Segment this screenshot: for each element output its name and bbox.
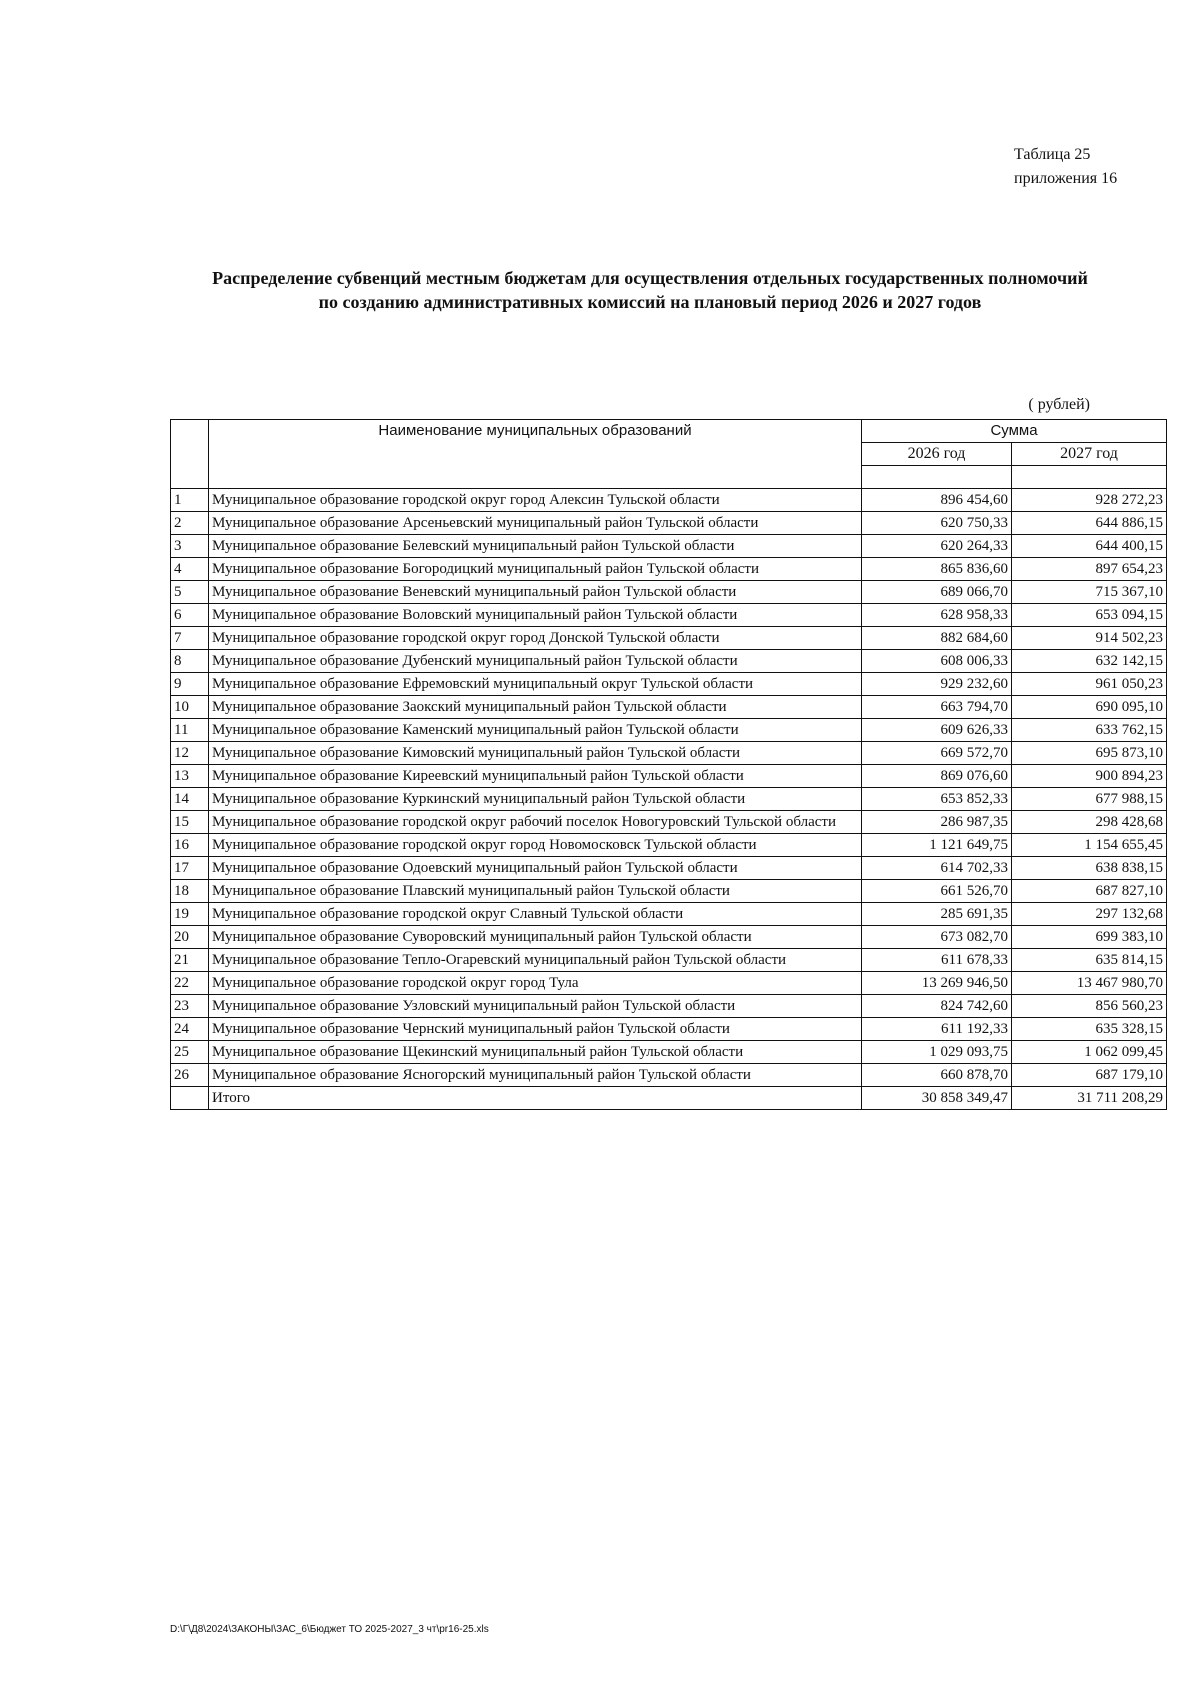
table-row	[171, 696, 1167, 719]
amount-2027: 644 400,15	[1012, 535, 1167, 558]
amount-2027: 687 179,10	[1012, 1064, 1167, 1087]
amount-2026: 1 029 093,75	[862, 1041, 1012, 1064]
municipality-name: Муниципальное образование городской округ рабочий поселок Новогуровский Тульской области	[209, 811, 862, 834]
amount-2026: 663 794,70	[862, 696, 1012, 719]
table-row	[171, 903, 1167, 926]
row-number: 10	[171, 696, 209, 719]
municipality-name: Муниципальное образование Дубенский муниципальный район Тульской области	[209, 650, 862, 673]
total-number-cell	[171, 1087, 209, 1110]
table-row	[171, 949, 1167, 972]
amount-2027: 687 827,10	[1012, 880, 1167, 903]
row-number: 25	[171, 1041, 209, 1064]
reference-line-1: Таблица 25	[1014, 146, 1091, 163]
table-row	[171, 972, 1167, 995]
header-name-cell: Наименование муниципальных образований	[209, 420, 862, 489]
row-number: 9	[171, 673, 209, 696]
row-number: 14	[171, 788, 209, 811]
amount-2027: 632 142,15	[1012, 650, 1167, 673]
municipality-name: Муниципальное образование Куркинский муниципальный район Тульской области	[209, 788, 862, 811]
row-number: 2	[171, 512, 209, 535]
title-line-2: по созданию административных комиссий на плановый период 2026 и 2027 годов	[318, 292, 982, 312]
amount-2027: 897 654,23	[1012, 558, 1167, 581]
municipality-name: Муниципальное образование Ефремовский муниципальный округ Тульской области	[209, 673, 862, 696]
row-number: 26	[171, 1064, 209, 1087]
header-spacer-cell	[1012, 466, 1167, 489]
row-number: 22	[171, 972, 209, 995]
amount-2027: 695 873,10	[1012, 742, 1167, 765]
amount-2026: 611 678,33	[862, 949, 1012, 972]
amount-2027: 900 894,23	[1012, 765, 1167, 788]
municipality-name: Муниципальное образование Узловский муниципальный район Тульской области	[209, 995, 862, 1018]
municipality-name: Муниципальное образование Ясногорский муниципальный район Тульской области	[209, 1064, 862, 1087]
amount-2026: 653 852,33	[862, 788, 1012, 811]
table-header-row	[171, 420, 1167, 443]
amount-2027: 856 560,23	[1012, 995, 1167, 1018]
unit-label: ( рублей)	[1028, 396, 1090, 413]
amount-2026: 286 987,35	[862, 811, 1012, 834]
municipality-name: Муниципальное образование Богородицкий муниципальный район Тульской области	[209, 558, 862, 581]
municipality-name: Муниципальное образование Тепло-Огаревский муниципальный район Тульской области	[209, 949, 862, 972]
row-number: 5	[171, 581, 209, 604]
row-number: 6	[171, 604, 209, 627]
row-number: 23	[171, 995, 209, 1018]
amount-2027: 1 154 655,45	[1012, 834, 1167, 857]
amount-2027: 928 272,23	[1012, 489, 1167, 512]
header-num-cell	[171, 420, 209, 489]
table-row	[171, 650, 1167, 673]
table-row	[171, 834, 1167, 857]
municipality-name: Муниципальное образование городской округ город Алексин Тульской области	[209, 489, 862, 512]
municipality-name: Муниципальное образование городской округ Славный Тульской области	[209, 903, 862, 926]
reference-line-2: приложения 16	[1014, 170, 1118, 187]
amount-2026: 661 526,70	[862, 880, 1012, 903]
total-2027: 31 711 208,29	[1012, 1087, 1167, 1110]
municipality-name: Муниципальное образование Веневский муниципальный район Тульской области	[209, 581, 862, 604]
amount-2027: 298 428,68	[1012, 811, 1167, 834]
municipality-name: Муниципальное образование Щекинский муниципальный район Тульской области	[209, 1041, 862, 1064]
amount-2026: 620 750,33	[862, 512, 1012, 535]
amount-2027: 653 094,15	[1012, 604, 1167, 627]
table-row	[171, 742, 1167, 765]
amount-2027: 699 383,10	[1012, 926, 1167, 949]
table-row	[171, 489, 1167, 512]
total-label: Итого	[209, 1087, 862, 1110]
header-spacer-cell	[862, 466, 1012, 489]
amount-2026: 673 082,70	[862, 926, 1012, 949]
row-number: 11	[171, 719, 209, 742]
amount-2026: 609 626,33	[862, 719, 1012, 742]
table-row	[171, 765, 1167, 788]
amount-2027: 1 062 099,45	[1012, 1041, 1167, 1064]
file-path-footer: D:\Г\Д8\2024\ЗАКОНЫ\ЗАС_6\Бюджет ТО 2025-2027_3 чт\pr16-25.xls	[170, 1624, 489, 1635]
table-row	[171, 512, 1167, 535]
amount-2027: 297 132,68	[1012, 903, 1167, 926]
amount-2027: 961 050,23	[1012, 673, 1167, 696]
row-number: 15	[171, 811, 209, 834]
table-row	[171, 1064, 1167, 1087]
amount-2026: 620 264,33	[862, 535, 1012, 558]
row-number: 16	[171, 834, 209, 857]
amount-2027: 635 328,15	[1012, 1018, 1167, 1041]
amount-2026: 628 958,33	[862, 604, 1012, 627]
amount-2026: 660 878,70	[862, 1064, 1012, 1087]
table-reference	[1014, 143, 1117, 191]
row-number: 3	[171, 535, 209, 558]
amount-2026: 869 076,60	[862, 765, 1012, 788]
municipality-name: Муниципальное образование Заокский муниципальный район Тульской области	[209, 696, 862, 719]
municipality-name: Муниципальное образование городской округ город Новомосковск Тульской области	[209, 834, 862, 857]
municipality-name: Муниципальное образование Белевский муниципальный район Тульской области	[209, 535, 862, 558]
row-number: 12	[171, 742, 209, 765]
table-row	[171, 581, 1167, 604]
amount-2026: 882 684,60	[862, 627, 1012, 650]
amount-2026: 896 454,60	[862, 489, 1012, 512]
municipality-name: Муниципальное образование Суворовский муниципальный район Тульской области	[209, 926, 862, 949]
header-year-2027: 2027 год	[1012, 443, 1167, 466]
amount-2027: 638 838,15	[1012, 857, 1167, 880]
amount-2026: 614 702,33	[862, 857, 1012, 880]
table-row	[171, 857, 1167, 880]
amount-2026: 865 836,60	[862, 558, 1012, 581]
amount-2026: 929 232,60	[862, 673, 1012, 696]
municipality-name: Муниципальное образование городской округ город Донской Тульской области	[209, 627, 862, 650]
municipality-name: Муниципальное образование Арсеньевский муниципальный район Тульской области	[209, 512, 862, 535]
header-year-2026: 2026 год	[862, 443, 1012, 466]
table-row	[171, 604, 1167, 627]
row-number: 19	[171, 903, 209, 926]
municipality-name: Муниципальное образование Плавский муниципальный район Тульской области	[209, 880, 862, 903]
amount-2027: 635 814,15	[1012, 949, 1167, 972]
municipality-name: Муниципальное образование Воловский муниципальный район Тульской области	[209, 604, 862, 627]
amount-2026: 285 691,35	[862, 903, 1012, 926]
municipality-name: Муниципальное образование городской округ город Тула	[209, 972, 862, 995]
table-row	[171, 719, 1167, 742]
table-row	[171, 673, 1167, 696]
table-row	[171, 1018, 1167, 1041]
amount-2026: 689 066,70	[862, 581, 1012, 604]
amount-2026: 1 121 649,75	[862, 834, 1012, 857]
header-sum-cell: Сумма	[862, 420, 1167, 443]
row-number: 18	[171, 880, 209, 903]
table-row	[171, 627, 1167, 650]
amount-2027: 914 502,23	[1012, 627, 1167, 650]
municipality-name: Муниципальное образование Чернский муниципальный район Тульской области	[209, 1018, 862, 1041]
row-number: 17	[171, 857, 209, 880]
amount-2027: 633 762,15	[1012, 719, 1167, 742]
document-title	[150, 266, 1150, 314]
table-row	[171, 995, 1167, 1018]
amount-2027: 677 988,15	[1012, 788, 1167, 811]
row-number: 1	[171, 489, 209, 512]
amount-2026: 669 572,70	[862, 742, 1012, 765]
row-number: 13	[171, 765, 209, 788]
amount-2027: 644 886,15	[1012, 512, 1167, 535]
amount-2026: 13 269 946,50	[862, 972, 1012, 995]
total-2026: 30 858 349,47	[862, 1087, 1012, 1110]
row-number: 8	[171, 650, 209, 673]
table-row	[171, 558, 1167, 581]
total-row	[171, 1087, 1167, 1110]
row-number: 24	[171, 1018, 209, 1041]
table-row	[171, 788, 1167, 811]
municipality-name: Муниципальное образование Каменский муниципальный район Тульской области	[209, 719, 862, 742]
table-row	[171, 926, 1167, 949]
table-row	[171, 535, 1167, 558]
row-number: 20	[171, 926, 209, 949]
row-number: 7	[171, 627, 209, 650]
amount-2026: 608 006,33	[862, 650, 1012, 673]
title-line-1: Распределение субвенций местным бюджетам для осуществления отдельных государственных полномочий	[212, 268, 1088, 288]
row-number: 21	[171, 949, 209, 972]
amount-2027: 13 467 980,70	[1012, 972, 1167, 995]
amount-2026: 824 742,60	[862, 995, 1012, 1018]
table-row	[171, 880, 1167, 903]
municipality-name: Муниципальное образование Кимовский муниципальный район Тульской области	[209, 742, 862, 765]
table-row	[171, 811, 1167, 834]
amount-2027: 715 367,10	[1012, 581, 1167, 604]
municipality-name: Муниципальное образование Киреевский муниципальный район Тульской области	[209, 765, 862, 788]
amount-2026: 611 192,33	[862, 1018, 1012, 1041]
row-number: 4	[171, 558, 209, 581]
municipality-name: Муниципальное образование Одоевский муниципальный район Тульской области	[209, 857, 862, 880]
table-row	[171, 1041, 1167, 1064]
subvention-table	[170, 419, 1167, 1110]
amount-2027: 690 095,10	[1012, 696, 1167, 719]
